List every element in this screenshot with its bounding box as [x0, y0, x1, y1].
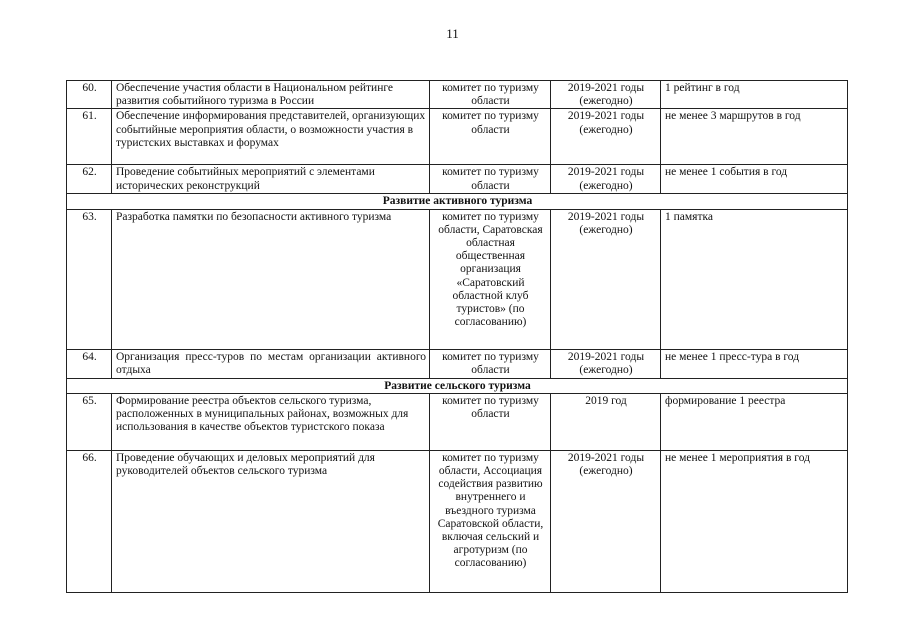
row-number: 65. — [67, 393, 112, 450]
section-title: Развитие активного туризма — [67, 194, 848, 209]
table-row — [67, 165, 848, 194]
term-cell: 2019-2021 годы (ежегодно) — [551, 349, 661, 378]
action-cell: Формирование реестра объектов сельского туризма, расположенных в муниципальных районах, возможных для использования в качестве объектов туристского показа — [112, 393, 430, 450]
responsible-cell: комитет по туризму области — [430, 393, 551, 450]
table-row — [67, 81, 848, 109]
action-cell: Разработка памятки по безопасности активного туризма — [112, 209, 430, 349]
action-cell: Обеспечение участия области в Национальном рейтинге развития событийного туризма в России — [112, 81, 430, 109]
page-number: 11 — [446, 26, 459, 41]
term-cell: 2019 год — [551, 393, 661, 450]
responsible-cell: комитет по туризму области, Ассоциация содействия развитию внутреннего и въездного туризма Саратовской области, включая сельский и агротуризм (по согласованию) — [430, 450, 551, 592]
term-cell: 2019-2021 годы (ежегодно) — [551, 165, 661, 194]
plan-table — [66, 80, 848, 593]
action-cell: Проведение событийных мероприятий с элементами исторических реконструкций — [112, 165, 430, 194]
term-cell: 2019-2021 годы (ежегодно) — [551, 109, 661, 165]
responsible-cell: комитет по туризму области — [430, 349, 551, 378]
responsible-cell: комитет по туризму области — [430, 165, 551, 194]
action-cell: Проведение обучающих и деловых мероприятий для руководителей объектов сельского туризма — [112, 450, 430, 592]
table-row — [67, 450, 848, 592]
result-cell: не менее 1 пресс-тура в год — [661, 349, 848, 378]
row-number: 62. — [67, 165, 112, 194]
row-number: 66. — [67, 450, 112, 592]
action-cell: Организация пресс-туров по местам организации активного отдыха — [112, 349, 430, 378]
action-cell: Обеспечение информирования представителей, организующих событийные мероприятия области, о возможности участия в туристских выставках и форумах — [112, 109, 430, 165]
responsible-cell: комитет по туризму области — [430, 109, 551, 165]
table-row — [67, 349, 848, 378]
result-cell: не менее 3 маршрутов в год — [661, 109, 848, 165]
responsible-cell: комитет по туризму области, Саратовская областная общественная организация «Саратовский областной клуб туристов» (по согласованию) — [430, 209, 551, 349]
row-number: 63. — [67, 209, 112, 349]
result-cell: формирование 1 реестра — [661, 393, 848, 450]
section-row — [67, 378, 848, 393]
result-cell: не менее 1 события в год — [661, 165, 848, 194]
result-cell: 1 памятка — [661, 209, 848, 349]
section-row — [67, 194, 848, 209]
term-cell: 2019-2021 годы (ежегодно) — [551, 209, 661, 349]
row-number: 61. — [67, 109, 112, 165]
result-cell: 1 рейтинг в год — [661, 81, 848, 109]
table-row — [67, 209, 848, 349]
result-cell: не менее 1 мероприятия в год — [661, 450, 848, 592]
table-row — [67, 393, 848, 450]
term-cell: 2019-2021 годы (ежегодно) — [551, 450, 661, 592]
section-title: Развитие сельского туризма — [67, 378, 848, 393]
table-row — [67, 109, 848, 165]
term-cell: 2019-2021 годы (ежегодно) — [551, 81, 661, 109]
row-number: 64. — [67, 349, 112, 378]
row-number: 60. — [67, 81, 112, 109]
responsible-cell: комитет по туризму области — [430, 81, 551, 109]
